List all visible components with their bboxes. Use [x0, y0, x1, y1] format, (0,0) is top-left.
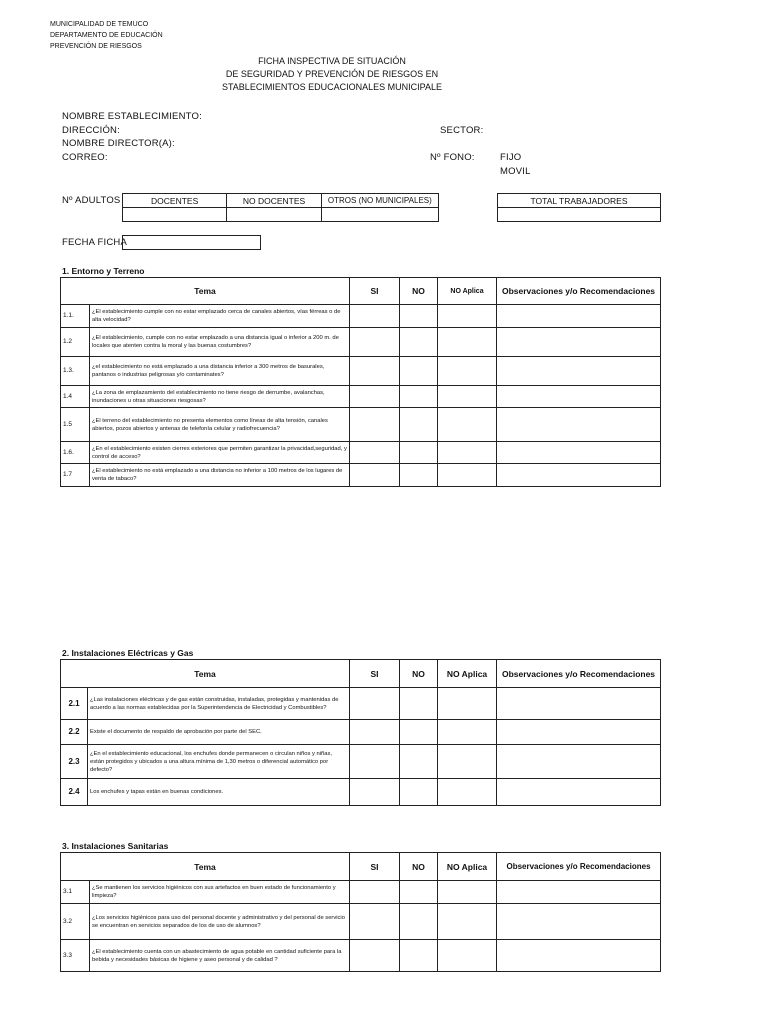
observaciones-cell[interactable]: [497, 464, 661, 487]
no-aplica-cell[interactable]: [438, 720, 497, 745]
row-number: 1.7: [61, 464, 90, 487]
si-cell[interactable]: [350, 940, 400, 972]
no-cell[interactable]: [400, 745, 438, 779]
no-cell[interactable]: [400, 442, 438, 464]
si-cell[interactable]: [350, 464, 400, 487]
no-cell[interactable]: [400, 305, 438, 328]
no-aplica-cell[interactable]: [438, 940, 497, 972]
row-question: Existe el documento de respaldo de aprobación por parte del SEC.: [88, 720, 350, 745]
no-cell[interactable]: [400, 779, 438, 806]
header-municipalidad: MUNICIPALIDAD DE TEMUCO: [50, 21, 149, 28]
row-number: 1.6.: [61, 442, 90, 464]
no-aplica-cell[interactable]: [438, 442, 497, 464]
header-no: NO: [400, 853, 438, 881]
row-question: ¿El terreno del establecimiento no presenta elementos como líneas de alta tensión, canales abiertos, pozos abiertos y antenas de telefonía celular y radiofrecuencia?: [90, 408, 350, 442]
si-cell[interactable]: [350, 408, 400, 442]
si-cell[interactable]: [350, 881, 400, 904]
row-number: 2.4: [61, 779, 88, 806]
section-2-title: 2. Instalaciones Eléctricas y Gas: [62, 648, 194, 658]
header-tema: Tema: [61, 853, 350, 881]
row-number: 1.4: [61, 386, 90, 408]
row-question: ¿En el establecimiento educacional, los enchufes donde permanecen o circulan niños y niñas, están protegidos y ubicados a una altura mínima de 1,30 metros o diferencial automático por defecto?: [88, 745, 350, 779]
row-number: 1.1.: [61, 305, 90, 328]
section-3-title: 3. Instalaciones Sanitarias: [62, 841, 169, 851]
observaciones-cell[interactable]: [497, 904, 661, 940]
no-cell[interactable]: [400, 386, 438, 408]
row-number: 3.2: [61, 904, 90, 940]
header-no-docentes: NO DOCENTES: [227, 194, 321, 208]
title-line-2: DE SEGURIDAD Y PREVENCIÓN DE RIESGOS EN: [225, 69, 439, 79]
row-question: ¿Los servicios higiénicos para uso del personal docente y administrativo y del personal de servicio se encuentran en servicios separados de los de uso de alumnos?: [90, 904, 350, 940]
row-question: ¿El establecimiento cumple con no estar emplazado cerca de canales abiertos, vías férreas o de alta velocidad?: [90, 305, 350, 328]
no-cell[interactable]: [400, 688, 438, 720]
label-sector: SECTOR:: [440, 125, 484, 136]
observaciones-cell[interactable]: [497, 720, 661, 745]
header-prevencion: PREVENCIÓN DE RIESGOS: [50, 43, 142, 50]
row-number: 1.3.: [61, 357, 90, 386]
header-observaciones: Observaciones y/o Recomendaciones: [497, 278, 661, 305]
row-question: ¿En el establecimiento existen cierres exteriores que permiten garantizar la privacidad,seguridad, y control de acceso?: [90, 442, 350, 464]
docentes-value[interactable]: [123, 208, 227, 222]
adultos-table: [122, 193, 439, 222]
no-aplica-cell[interactable]: [438, 881, 497, 904]
no-cell[interactable]: [400, 881, 438, 904]
si-cell[interactable]: [350, 904, 400, 940]
row-number: 3.1: [61, 881, 90, 904]
header-no-aplica: NO Aplica: [438, 278, 497, 305]
section-1-table: [60, 277, 661, 487]
label-movil: MOVIL: [500, 166, 531, 177]
header-departamento: DEPARTAMENTO DE EDUCACIÓN: [50, 32, 163, 39]
section-1-title: 1. Entorno y Terreno: [62, 266, 145, 276]
row-number: 1.2: [61, 328, 90, 357]
row-number: 3.3: [61, 940, 90, 972]
title-line-1: FICHA INSPECTIVA DE SITUACIÓN: [258, 56, 406, 66]
observaciones-cell[interactable]: [497, 386, 661, 408]
row-question: ¿La zona de emplazamiento del establecimiento no tiene riesgo de derrumbe, avalanchas, inundaciones u otras situaciones riesgosas?: [90, 386, 350, 408]
observaciones-cell[interactable]: [497, 881, 661, 904]
si-cell[interactable]: [350, 442, 400, 464]
header-docentes: DOCENTES: [123, 194, 227, 208]
row-question: ¿el establecimiento no está emplazado a una distancia inferior a 300 metros de basurales, pantanos o industrias peligrosas y/o contaminates?: [90, 357, 350, 386]
row-question: ¿Se mantienen los servicios higiénicos con sus artefactos en buen estado de funcionamiento y limpieza?: [90, 881, 350, 904]
label-establecimiento: NOMBRE ESTABLECIMIENTO:: [62, 111, 202, 122]
no-cell[interactable]: [400, 328, 438, 357]
row-question: ¿El establecimiento cuenta con un abastecimiento de agua potable en cantidad suficiente para la bebida y necesidades básicas de higiene y aseo personal y de calidad ?: [90, 940, 350, 972]
label-fono: Nº FONO:: [430, 152, 475, 163]
no-cell[interactable]: [400, 408, 438, 442]
observaciones-cell[interactable]: [497, 357, 661, 386]
fecha-ficha-field[interactable]: [122, 235, 261, 250]
section-2-table: [60, 659, 661, 806]
header-no-aplica: NO Aplica: [438, 853, 497, 881]
observaciones-cell[interactable]: [497, 305, 661, 328]
si-cell[interactable]: [350, 357, 400, 386]
row-question: ¿El establecimiento, cumple con no estar emplazado a una distancia igual o inferior a 200 m. de locales que atenten contra la moral y las buenas costumbres?: [90, 328, 350, 357]
header-si: SI: [350, 660, 400, 688]
no-aplica-cell[interactable]: [438, 328, 497, 357]
observaciones-cell[interactable]: [497, 408, 661, 442]
header-no: NO: [400, 660, 438, 688]
row-number: 2.2: [61, 720, 88, 745]
header-si: SI: [350, 278, 400, 305]
observaciones-cell[interactable]: [497, 328, 661, 357]
header-otros: OTROS (NO MUNICIPALES): [321, 194, 438, 208]
header-observaciones: Observaciones y/o Recomendaciones: [497, 853, 661, 881]
label-direccion: DIRECCIÓN:: [62, 125, 120, 136]
row-question: ¿Las instalaciones eléctricas y de gas están construidas, instaladas, protegidas y mantenidas de acuerdo a las normas establecidas por la Superintendencia de Electricidad y Combustibles?: [88, 688, 350, 720]
no-aplica-cell[interactable]: [438, 408, 497, 442]
no-cell[interactable]: [400, 720, 438, 745]
header-tema: Tema: [61, 278, 350, 305]
total-value[interactable]: [498, 208, 661, 222]
label-fecha-ficha: FECHA FICHA: [62, 237, 128, 248]
no-aplica-cell[interactable]: [438, 386, 497, 408]
label-director: NOMBRE DIRECTOR(A):: [62, 138, 175, 149]
header-total: TOTAL TRABAJADORES: [498, 194, 661, 208]
title-line-3: STABLECIMIENTOS EDUCACIONALES MUNICIPALE: [221, 82, 443, 92]
section-3-table: [60, 852, 661, 972]
si-cell[interactable]: [350, 386, 400, 408]
no-aplica-cell[interactable]: [438, 904, 497, 940]
header-si: SI: [350, 853, 400, 881]
header-no: NO: [400, 278, 438, 305]
si-cell[interactable]: [350, 328, 400, 357]
label-adultos: Nº ADULTOS: [62, 195, 121, 206]
no-aplica-cell[interactable]: [438, 357, 497, 386]
no-aplica-cell[interactable]: [438, 745, 497, 779]
observaciones-cell[interactable]: [497, 688, 661, 720]
si-cell[interactable]: [350, 779, 400, 806]
no-aplica-cell[interactable]: [438, 305, 497, 328]
si-cell[interactable]: [350, 720, 400, 745]
observaciones-cell[interactable]: [497, 779, 661, 806]
no-docentes-value[interactable]: [227, 208, 321, 222]
label-correo: CORREO:: [62, 152, 108, 163]
row-number: 1.5: [61, 408, 90, 442]
si-cell[interactable]: [350, 745, 400, 779]
no-aplica-cell[interactable]: [438, 464, 497, 487]
observaciones-cell[interactable]: [497, 940, 661, 972]
row-question: ¿El establecimiento no está emplazado a una distancia no inferior a 100 metros de los lugares de venta de tabaco?: [90, 464, 350, 487]
total-table: [497, 193, 661, 222]
si-cell[interactable]: [350, 305, 400, 328]
header-observaciones: Observaciones y/o Recomendaciones: [497, 660, 661, 688]
header-tema: Tema: [61, 660, 350, 688]
no-aplica-cell[interactable]: [438, 779, 497, 806]
no-cell[interactable]: [400, 940, 438, 972]
no-cell[interactable]: [400, 904, 438, 940]
label-fijo: FIJO: [500, 152, 522, 163]
otros-value[interactable]: [321, 208, 438, 222]
row-number: 2.3: [61, 745, 88, 779]
header-no-aplica: NO Aplica: [438, 660, 497, 688]
si-cell[interactable]: [350, 688, 400, 720]
observaciones-cell[interactable]: [497, 745, 661, 779]
row-number: 2.1: [61, 688, 88, 720]
row-question: Los enchufes y tapas están en buenas condiciones.: [88, 779, 350, 806]
observaciones-cell[interactable]: [497, 442, 661, 464]
no-aplica-cell[interactable]: [438, 688, 497, 720]
no-cell[interactable]: [400, 357, 438, 386]
no-cell[interactable]: [400, 464, 438, 487]
